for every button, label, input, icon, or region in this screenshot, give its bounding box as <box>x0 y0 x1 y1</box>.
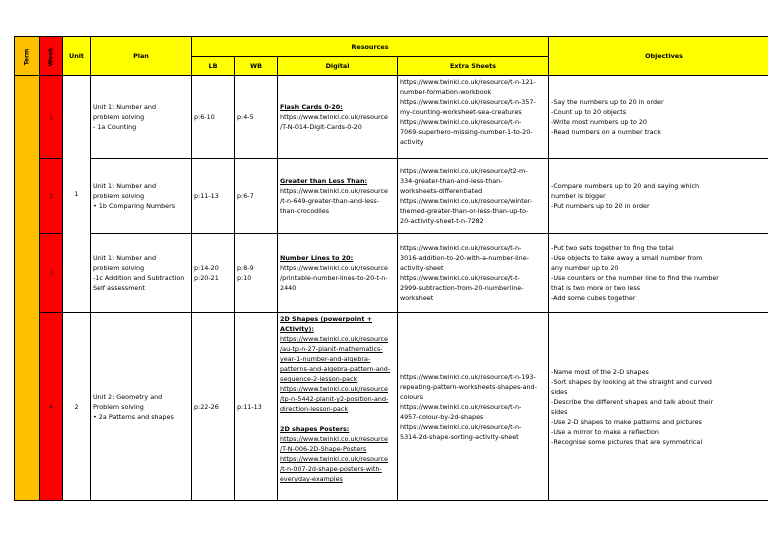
lb-cell: p:11-13 <box>192 159 235 234</box>
resource-link[interactable]: https://www.twinkl.co.uk/resource/winter- <box>400 197 533 205</box>
resource-link[interactable]: https://www.twinkl.co.uk/resource/t-n-193- <box>400 372 536 381</box>
resources-header: Resources <box>192 37 549 57</box>
plan-cell: Unit 2: Geometry and Problem solving • 2a Patterns and shapes <box>91 313 192 501</box>
objectives-cell: -Put two sets together to fing the total -Use objects to take away a small number from any number up to 20 -Use counters or the number line to find the number that is two more or two less -Add some cubes together <box>549 234 768 313</box>
extra-sheets-header: Extra Sheets <box>398 57 549 76</box>
unit-number: 2 <box>63 313 91 501</box>
digital-title: 2D Shapes (powerpoint + <box>280 315 372 323</box>
digital-title: Flash Cards 0-20: <box>280 103 343 111</box>
extra-sheets-cell: https://www.twinkl.co.uk/resource/t-n-121- number-formation-workbook https://www.twinkl.co.uk/resource/t-n-357- my-counting-worksheet-sea-creatures https://www.twinkl.co.uk/resource/t-n- 7069-superhero-missing-number-1-to-20- activity <box>398 76 549 159</box>
unit-number: 1 <box>63 76 91 313</box>
resource-link[interactable]: https://www.twinkl.co.uk/resource <box>280 435 388 443</box>
objectives-cell: -Compare numbers up to 20 and saying which number is bigger -Put numbers up to 20 in order <box>549 159 768 234</box>
wb-cell: p:6-7 <box>235 159 278 234</box>
resource-link[interactable]: https://www.twinkl.co.uk/resource/t-n- <box>400 402 522 411</box>
unit-header: Unit <box>63 37 91 76</box>
week-number: 4 <box>40 313 63 501</box>
resource-link[interactable]: https://www.twinkl.co.uk/resource <box>280 385 388 393</box>
table-row <box>15 76 768 159</box>
resource-link[interactable]: https://www.twinkl.co.uk/resource <box>280 187 388 195</box>
resource-link[interactable]: https://www.twinkl.co.uk/resource <box>280 455 388 463</box>
digital-header: Digital <box>278 57 398 76</box>
plan-cell: Unit 1: Number and problem solving - 1a Counting <box>91 76 192 159</box>
resource-link[interactable]: https://www.twinkl.co.uk/resource/t-n-357- <box>400 98 536 106</box>
week-number: 1 <box>40 76 63 159</box>
lb-cell: p:22-26 <box>192 313 235 501</box>
table-row <box>15 313 768 501</box>
resource-link[interactable]: https://www.twinkl.co.uk/resource/t-n- <box>400 118 522 126</box>
scheme-of-work-table <box>14 36 768 501</box>
lb-cell: p:6-10 <box>192 76 235 159</box>
resource-link[interactable]: https://www.twinkl.co.uk/resource <box>280 113 388 121</box>
plan-cell: Unit 1: Number and problem solving -1c Addition and Subtraction Self assessment <box>91 234 192 313</box>
lb-cell: p:14-20 p:20-21 <box>192 234 235 313</box>
week-number: 3 <box>40 234 63 313</box>
extra-sheets-cell: https://www.twinkl.co.uk/resource/t-n- 3016-addition-to-20-with-a-number-line- activity-sheet https://www.twinkl.co.uk/resource/t-t- 2999-subtraction-from-20-numberline- worksheet <box>398 234 549 313</box>
resource-link[interactable]: https://www.twinkl.co.uk/resource <box>280 335 388 343</box>
week-number: 2 <box>40 159 63 234</box>
digital-title: Greater than Less Than: <box>280 177 368 185</box>
digital-cell: Greater than Less Than: https://www.twinkl.co.uk/resource /t-n-649-greater-than-and-less- than-crocodiles <box>278 159 398 234</box>
term-header: Term <box>15 37 40 76</box>
wb-cell: p:4-5 <box>235 76 278 159</box>
resource-link[interactable]: https://www.twinkl.co.uk/resource/t-t- <box>400 274 520 282</box>
extra-sheets-cell: https://www.twinkl.co.uk/resource/t2-m- 334-greater-than-and-less-than- worksheets-differentiated https://www.twinkl.co.uk/resource/winter- themed-greater-than-or-less-than-up-to- 20-activity-sheet-t-n-7282 <box>398 159 549 234</box>
wb-cell: p:11-13 <box>235 313 278 501</box>
table-row <box>15 234 768 313</box>
term-label <box>15 76 40 501</box>
resource-link[interactable]: https://www.twinkl.co.uk/resource/t-n- <box>400 422 522 431</box>
wb-cell: p:8-9 p:10 <box>235 234 278 313</box>
resource-link[interactable]: https://www.twinkl.co.uk/resource/t-n- <box>400 244 522 252</box>
resource-link[interactable]: /T-N-014-Digit-Cards-0-20 <box>280 123 362 131</box>
extra-sheets-cell: https://www.twinkl.co.uk/resource/t-n-193- repeating-pattern-worksheets-shapes-and- colours https://www.twinkl.co.uk/resource/t-n- 4957-colour-by-2d-shapes https://www.twinkl.co.uk/resource/t-n- 5314-2d-shape-sorting-activity-sheet <box>398 313 549 501</box>
table-row <box>15 159 768 234</box>
digital-cell: Number Lines to 20: https://www.twinkl.co.uk/resource /printable-number-lines-to-20-t-n- 2440 <box>278 234 398 313</box>
resource-link[interactable]: https://www.twinkl.co.uk/resource/t-n-121- <box>400 78 536 86</box>
digital-title: 2D shapes Posters: <box>280 425 350 433</box>
digital-cell: 2D Shapes (powerpoint + ACtivity): https://www.twinkl.co.uk/resource /au-tp-n-27-planit-mathematics- year-1-number-and-algebra- patterns-and-algebra-pattern-and- sequence-2-lesson-pack https://www.twinkl.co.uk/resource /tp-n-5442-planit-y2-position-and- direction-lesson-pack 2D shapes Posters: https://www.twinkl.co.uk/resource /T-N-006-2D-Shape-Posters https://www.twinkl.co.uk/resource /t-n-007-2d-shape-posters-with- everyday-examples <box>278 313 398 501</box>
objectives-cell: -Name most of the 2-D shapes -Sort shapes by looking at the straight and curved sides -Describe the different shapes and talk about their sides -Use 2-D shapes to make patterns and pictures -Use a mirror to make a reflection -Recognise some pictures that are symmetrical <box>549 313 768 501</box>
plan-cell: Unit 1: Number and problem solving • 1b Comparing Numbers <box>91 159 192 234</box>
objectives-cell: -Say the numbers up to 20 in order -Count up to 20 objects -Write most numbers up to 20 -Read numbers on a number track <box>549 76 768 159</box>
plan-header: Plan <box>91 37 192 76</box>
digital-cell <box>278 76 398 159</box>
resource-link[interactable]: https://www.twinkl.co.uk/resource/t2-m- <box>400 167 528 175</box>
wb-header: WB <box>235 57 278 76</box>
lb-header: LB <box>192 57 235 76</box>
week-header: Week <box>40 37 63 76</box>
digital-title: Number Lines to 20: <box>280 254 354 262</box>
resource-link[interactable]: https://www.twinkl.co.uk/resource <box>280 264 388 272</box>
objectives-header: Objectives <box>549 37 768 76</box>
